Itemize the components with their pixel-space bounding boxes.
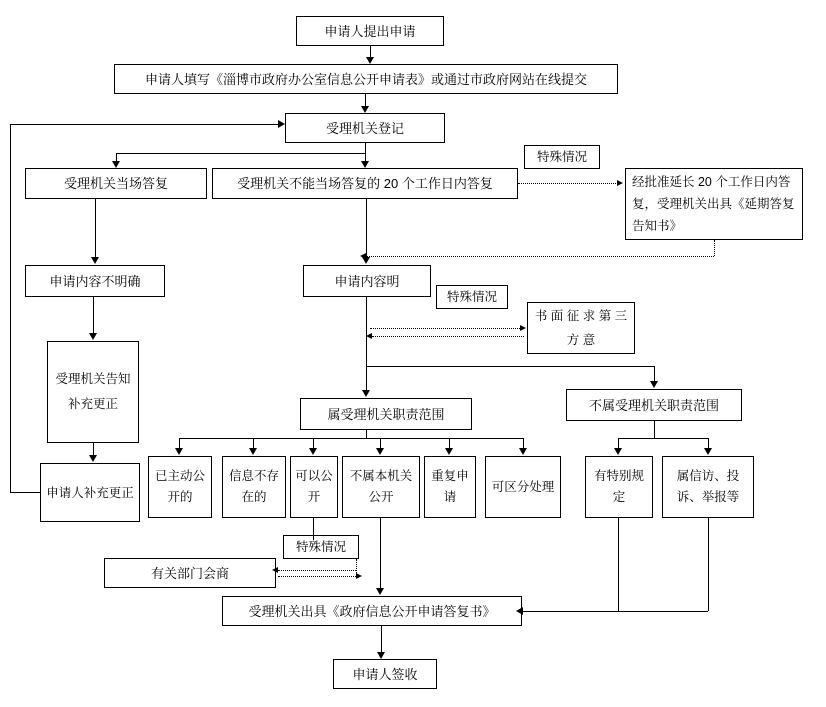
connector-notify-to-supplement bbox=[93, 443, 94, 455]
connector-dotted-to-extend bbox=[518, 183, 616, 184]
connector-dotted-consult bbox=[278, 570, 356, 571]
connector-can-disclose-down bbox=[313, 518, 314, 540]
arrowhead-loop-register bbox=[278, 120, 285, 128]
arrowhead-already-public bbox=[175, 448, 183, 455]
node-extend-20-workdays: 经批准延长 20 个工作日内答复，受理机关出具《延期答复告知书》 bbox=[625, 168, 803, 240]
arrowhead-consult-left bbox=[272, 567, 278, 573]
node-register: 受理机关登记 bbox=[285, 113, 445, 143]
node-content-unclear: 申请内容不明确 bbox=[25, 265, 165, 297]
annotation-special-case-1: 特殊情况 bbox=[524, 145, 600, 169]
connector-supplement-loop-down bbox=[10, 124, 11, 492]
arrowhead-reply-letter bbox=[376, 588, 384, 595]
arrowhead-unclear bbox=[91, 257, 99, 264]
connector-notthis-down bbox=[380, 518, 381, 588]
connector-to-repeat bbox=[449, 438, 450, 448]
connector-to-petition bbox=[708, 438, 709, 448]
arrowhead-register bbox=[361, 106, 369, 113]
arrowhead-outside-scope bbox=[650, 381, 658, 388]
node-onsite-reply: 受理机关当场答复 bbox=[25, 168, 207, 199]
connector-reply-to-receipt bbox=[381, 626, 382, 652]
connector-to-onsite bbox=[116, 153, 117, 161]
connector-petition-down bbox=[708, 518, 709, 611]
arrowhead-form bbox=[366, 57, 374, 64]
arrowhead-can-disclose bbox=[309, 448, 317, 455]
connector-to-not-exist bbox=[253, 438, 254, 448]
node-applicant-receipt: 申请人签收 bbox=[333, 659, 437, 689]
node-repeat-application: 重复申请 bbox=[424, 456, 476, 518]
connector-loop-top bbox=[10, 124, 282, 125]
arrowhead-special-rules bbox=[614, 448, 622, 455]
connector-within-down bbox=[366, 430, 367, 438]
connector-clear-to-outside bbox=[366, 366, 654, 367]
connector-supplement-loop-left bbox=[10, 492, 40, 493]
connector-to-already-public bbox=[179, 438, 180, 448]
node-applicant-supplement: 申请人补充更正 bbox=[40, 463, 140, 522]
connector-special-rules-down bbox=[618, 518, 619, 611]
node-third-party-opinion: 书 面 征 求 第 三 方 意 bbox=[527, 302, 635, 354]
connector-unclear-to-notify bbox=[93, 297, 94, 333]
arrowhead-notify bbox=[89, 333, 97, 340]
node-content-clear: 申请内容明 bbox=[303, 265, 431, 297]
node-can-disclose: 可以公开 bbox=[290, 456, 338, 518]
arrowhead-clear-down bbox=[362, 390, 370, 397]
annotation-special-case-3: 特殊情况 bbox=[283, 535, 359, 559]
connector-onsite-down bbox=[95, 199, 96, 233]
node-already-public: 已主动公开的 bbox=[148, 456, 212, 518]
connector-outside-split-down bbox=[654, 421, 655, 438]
connector-to-can-disclose bbox=[313, 438, 314, 448]
arrowhead-20days bbox=[361, 161, 369, 168]
arrowhead-right-to-reply bbox=[516, 607, 523, 615]
connector-within-bar bbox=[179, 438, 523, 439]
node-within-scope: 属受理机关职责范围 bbox=[300, 398, 472, 430]
connector-dotted-consult-2 bbox=[278, 576, 356, 577]
node-special-rules: 有特别规定 bbox=[585, 456, 653, 518]
node-not-this-authority: 不属本机关公开 bbox=[342, 456, 420, 518]
connector-extend-down bbox=[714, 240, 715, 256]
node-separable-handling: 可区分处理 bbox=[485, 456, 561, 518]
arrowhead-not-this bbox=[376, 448, 384, 455]
connector-to-separable bbox=[523, 438, 524, 448]
connector-outside-bar bbox=[618, 438, 708, 439]
node-petition-complaint: 属信访、投诉、举报等 bbox=[662, 456, 754, 518]
arrowhead-content-clear bbox=[362, 257, 370, 264]
node-applicant-submit: 申请人提出申请 bbox=[296, 16, 444, 46]
arrowhead-third-party bbox=[520, 325, 526, 331]
node-outside-scope: 不属受理机关职责范围 bbox=[566, 389, 742, 421]
connector-dotted-third-party bbox=[370, 328, 520, 329]
connector-20days-down bbox=[366, 199, 367, 256]
connector-dotted-third-party-back bbox=[372, 336, 524, 337]
connector-to-20days bbox=[365, 153, 366, 161]
arrowhead-supplement bbox=[89, 455, 97, 462]
arrowhead-separable bbox=[519, 448, 527, 455]
connector-register-split-bar bbox=[116, 153, 365, 154]
arrowhead-petition bbox=[704, 448, 712, 455]
arrowhead-extend bbox=[617, 180, 623, 186]
annotation-special-case-2: 特殊情况 bbox=[436, 285, 508, 309]
connector-form-to-register bbox=[365, 94, 366, 106]
node-not-exist: 信息不存在的 bbox=[222, 456, 286, 518]
connector-dotted-consult-vert bbox=[356, 559, 357, 577]
arrowhead-onsite bbox=[112, 161, 120, 168]
connector-right-to-reply bbox=[522, 611, 708, 612]
connector-clear-down bbox=[366, 297, 367, 390]
arrowhead-repeat bbox=[445, 448, 453, 455]
arrowhead-receipt bbox=[377, 652, 385, 659]
node-department-consult: 有关部门会商 bbox=[104, 558, 276, 588]
node-20-workdays-reply: 受理机关不能当场答复的 20 个工作日内答复 bbox=[212, 168, 518, 199]
connector-to-special-rules bbox=[618, 438, 619, 448]
arrowhead-not-exist bbox=[249, 448, 257, 455]
connector-extend-back-left bbox=[366, 256, 714, 257]
connector-outside-down bbox=[654, 366, 655, 381]
node-issue-reply-letter: 受理机关出具《政府信息公开申请答复书》 bbox=[222, 596, 522, 626]
node-notify-supplement: 受理机关告知补充更正 bbox=[47, 341, 139, 443]
node-fill-form: 申请人填写《淄博市政府办公室信息公开申请表》或通过市政府网站在线提交 bbox=[114, 64, 618, 94]
connector-to-not-this bbox=[380, 438, 381, 448]
connector-onsite-to-unclear bbox=[95, 233, 96, 257]
connector-register-down bbox=[365, 143, 366, 153]
arrowhead-third-party-back bbox=[366, 333, 372, 339]
